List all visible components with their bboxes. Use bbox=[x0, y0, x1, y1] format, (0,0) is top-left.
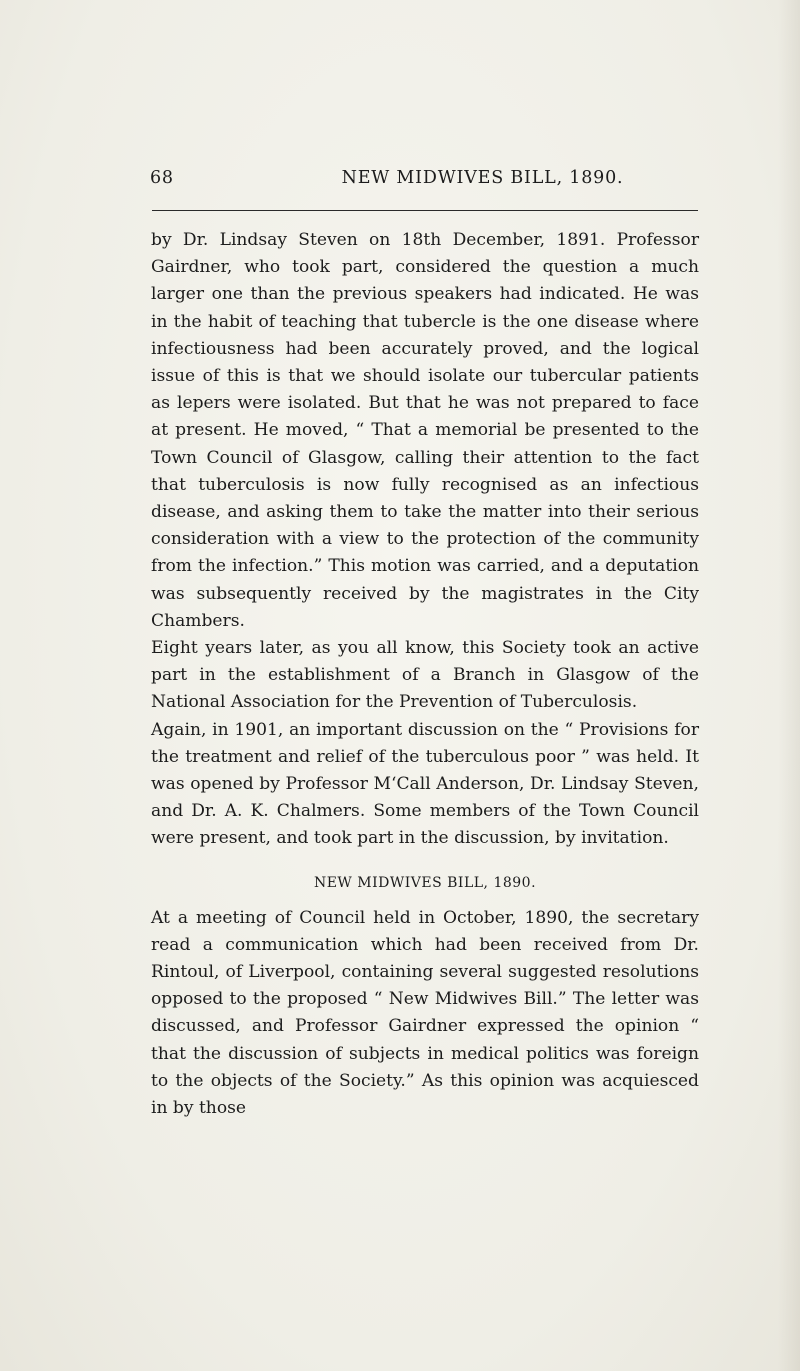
running-title: NEW MIDWIVES BILL, 1890. bbox=[341, 168, 624, 188]
page-edge-shadow bbox=[778, 0, 800, 1371]
paragraph-3: Again, in 1901, an important discussion on the “ Provisions for the treatment and relief of the tuberculous poor ” was held. It was opened by Professor M‘Call Anderson, Dr. Lindsay Steven, and Dr. A. K. Chalmers. Some members of the Town Council were present, and took part in the discussion, by invitation. bbox=[151, 719, 699, 849]
section-paragraph: At a meeting of Council held in October, 1890, the secretary read a communication which had been received from Dr. Rintoul, of Liverpool, containing several suggested resolutions opposed to the proposed “ New Midwives Bill.” The letter was discussed, and Professor Gairdner expressed the opinion “ that the discussion of subjects in medical politics was foreign to the objects of the Society.” As this opinion was acquiesced in by those bbox=[151, 907, 699, 1119]
header-rule bbox=[152, 210, 698, 211]
page-number: 68 bbox=[150, 168, 174, 188]
paragraph-1: by Dr. Lindsay Steven on 18th December, 1891. Professor Gairdner, who took part, considered the question a much larger one than the previous speakers had indicated. He was in the habit of teaching that tubercle is the one disease where infectiousness had been accurately proved, and the logical issue of this is that we should isolate our tubercular patients as lepers were isolated. But that he was not prepared to face at present. He moved, “ That a memorial be presented to the Town Council of Glasgow, calling their attention to the fact that tuberculosis is now fully recognised as an infectious disease, and asking them to take the matter into their serious consideration with a view to the protection of the community from the infection.” This motion was carried, and a deputation was subsequently received by the magistrates in the City Chambers. bbox=[151, 230, 699, 631]
section-heading: NEW MIDWIVES BILL, 1890. bbox=[313, 874, 537, 891]
body-text bbox=[151, 227, 699, 1122]
running-head bbox=[150, 168, 710, 198]
paragraph-2: Eight years later, as you all know, this Society took an active part in the establishment of a Branch in Glasgow of the National Association for the Prevention of Tuberculosis. bbox=[151, 638, 699, 713]
